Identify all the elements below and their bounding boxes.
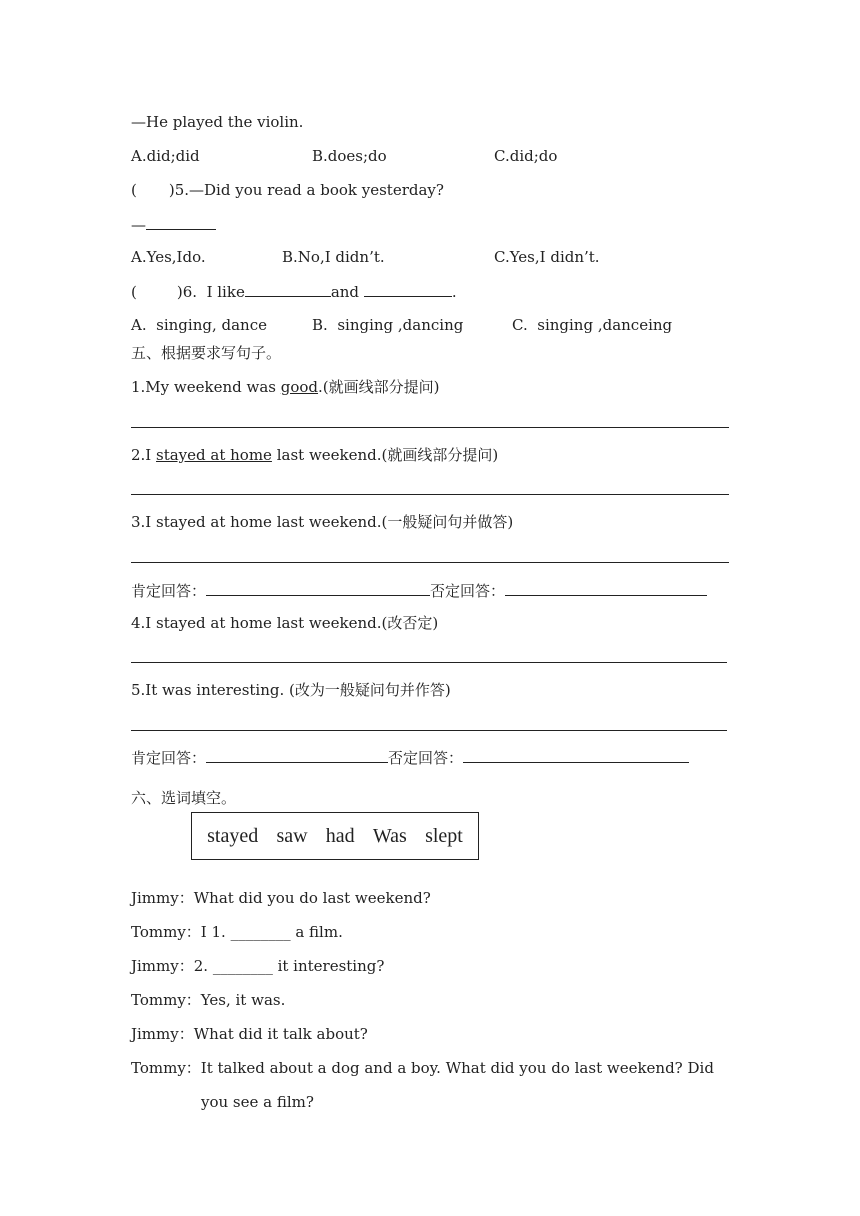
yes-no-answers [131, 581, 707, 600]
dialogue-text: What did it talk about? [193, 1025, 368, 1043]
yes-no-answers [131, 748, 689, 767]
option-b: B.does;do [312, 147, 387, 165]
option-b: B.No,I didn’t. [282, 248, 385, 266]
dialogue-text: What did you do last weekend? [193, 889, 431, 907]
underlined-word: good [280, 378, 319, 396]
fill-blank[interactable] [364, 282, 452, 297]
item-text: 2.I [131, 446, 157, 464]
speaker-name: Jimmy： [131, 1025, 194, 1043]
dialogue-text: It talked about a dog and a boy. What did you do last weekend? Did [200, 1059, 714, 1077]
dialogue-line [131, 889, 431, 907]
dialogue-text: Yes, it was. [200, 991, 286, 1009]
question-text: 6. I like [182, 283, 245, 301]
speaker-name: Tommy： [131, 923, 201, 941]
item-instruction: .(就画线部分提问) [318, 378, 440, 396]
section-title: 六、选词填空。 [131, 789, 237, 807]
option-c: C. singing ,danceing [512, 316, 673, 334]
answer-line[interactable] [131, 494, 729, 495]
question-text-end: . [451, 283, 457, 301]
word-bank-item: stayed [207, 824, 259, 847]
affirmative-label: 肯定回答： [131, 749, 207, 767]
negative-label: 否定回答： [430, 582, 506, 600]
item-text: 1.My weekend was [131, 378, 281, 396]
section-title: 五、根据要求写句子。 [131, 344, 282, 362]
answer-line[interactable] [131, 427, 729, 428]
affirmative-blank[interactable] [206, 748, 388, 763]
option-a: A.Yes,Ido. [131, 248, 206, 266]
answer-line[interactable] [131, 662, 727, 663]
exercise-item-1 [131, 378, 440, 396]
dialogue-line-continued [201, 1093, 314, 1111]
exercise-item-4: 4.I stayed at home last weekend.(改否定) [131, 614, 439, 632]
answer-paren-open: ( [131, 283, 137, 301]
word-bank-box [191, 812, 479, 860]
speaker-name: Jimmy： [131, 957, 194, 975]
question-answer-line: —He played the violin. [131, 113, 304, 131]
dialogue-line [131, 991, 285, 1009]
answer-paren-close: ) [168, 181, 175, 199]
speaker-name: Tommy： [131, 991, 201, 1009]
option-c: C.Yes,I didn’t. [494, 248, 600, 266]
answer-line[interactable] [131, 730, 727, 731]
speaker-name: Jimmy： [131, 889, 194, 907]
word-bank-item: had [325, 824, 355, 847]
dialogue-line [131, 1025, 368, 1043]
option-c: C.did;do [494, 147, 558, 165]
dialogue-text: you see a film? [201, 1093, 314, 1111]
question-5 [131, 181, 444, 199]
item-instruction: last weekend.(就画线部分提问) [271, 446, 499, 464]
answer-blank[interactable] [146, 215, 216, 230]
question-text-mid: and [330, 283, 364, 301]
exercise-item-3: 3.I stayed at home last weekend.(一般疑问句并做答) [131, 513, 514, 531]
affirmative-label: 肯定回答： [131, 582, 207, 600]
affirmative-blank[interactable] [206, 581, 430, 596]
answer-paren-open: ( [131, 181, 137, 199]
dialogue-line [131, 923, 343, 941]
dialogue-text: I 1. ________ a film. [200, 923, 343, 941]
answer-line[interactable] [131, 562, 729, 563]
negative-blank[interactable] [463, 748, 689, 763]
word-bank-item: Was [372, 824, 407, 847]
dialogue-line [131, 957, 384, 975]
option-a: A.did;did [131, 147, 200, 165]
question-6 [131, 282, 457, 301]
answer-blank-line [131, 215, 216, 234]
negative-label: 否定回答： [388, 749, 464, 767]
negative-blank[interactable] [505, 581, 707, 596]
speaker-name: Tommy： [131, 1059, 201, 1077]
exercise-item-2 [131, 446, 498, 464]
option-a: A. singing, dance [131, 316, 267, 334]
option-b: B. singing ,dancing [312, 316, 464, 334]
question-text: 5.—Did you read a book yesterday? [174, 181, 444, 199]
fill-blank[interactable] [245, 282, 331, 297]
word-bank-item: slept [425, 824, 463, 847]
dash: — [131, 216, 146, 234]
underlined-phrase: stayed at home [156, 446, 272, 464]
answer-paren-close: ) [176, 283, 183, 301]
word-bank-item: saw [276, 824, 308, 847]
exercise-item-5: 5.It was interesting. (改为一般疑问句并作答) [131, 681, 451, 699]
dialogue-line [131, 1059, 714, 1077]
dialogue-text: 2. ________ it interesting? [193, 957, 385, 975]
